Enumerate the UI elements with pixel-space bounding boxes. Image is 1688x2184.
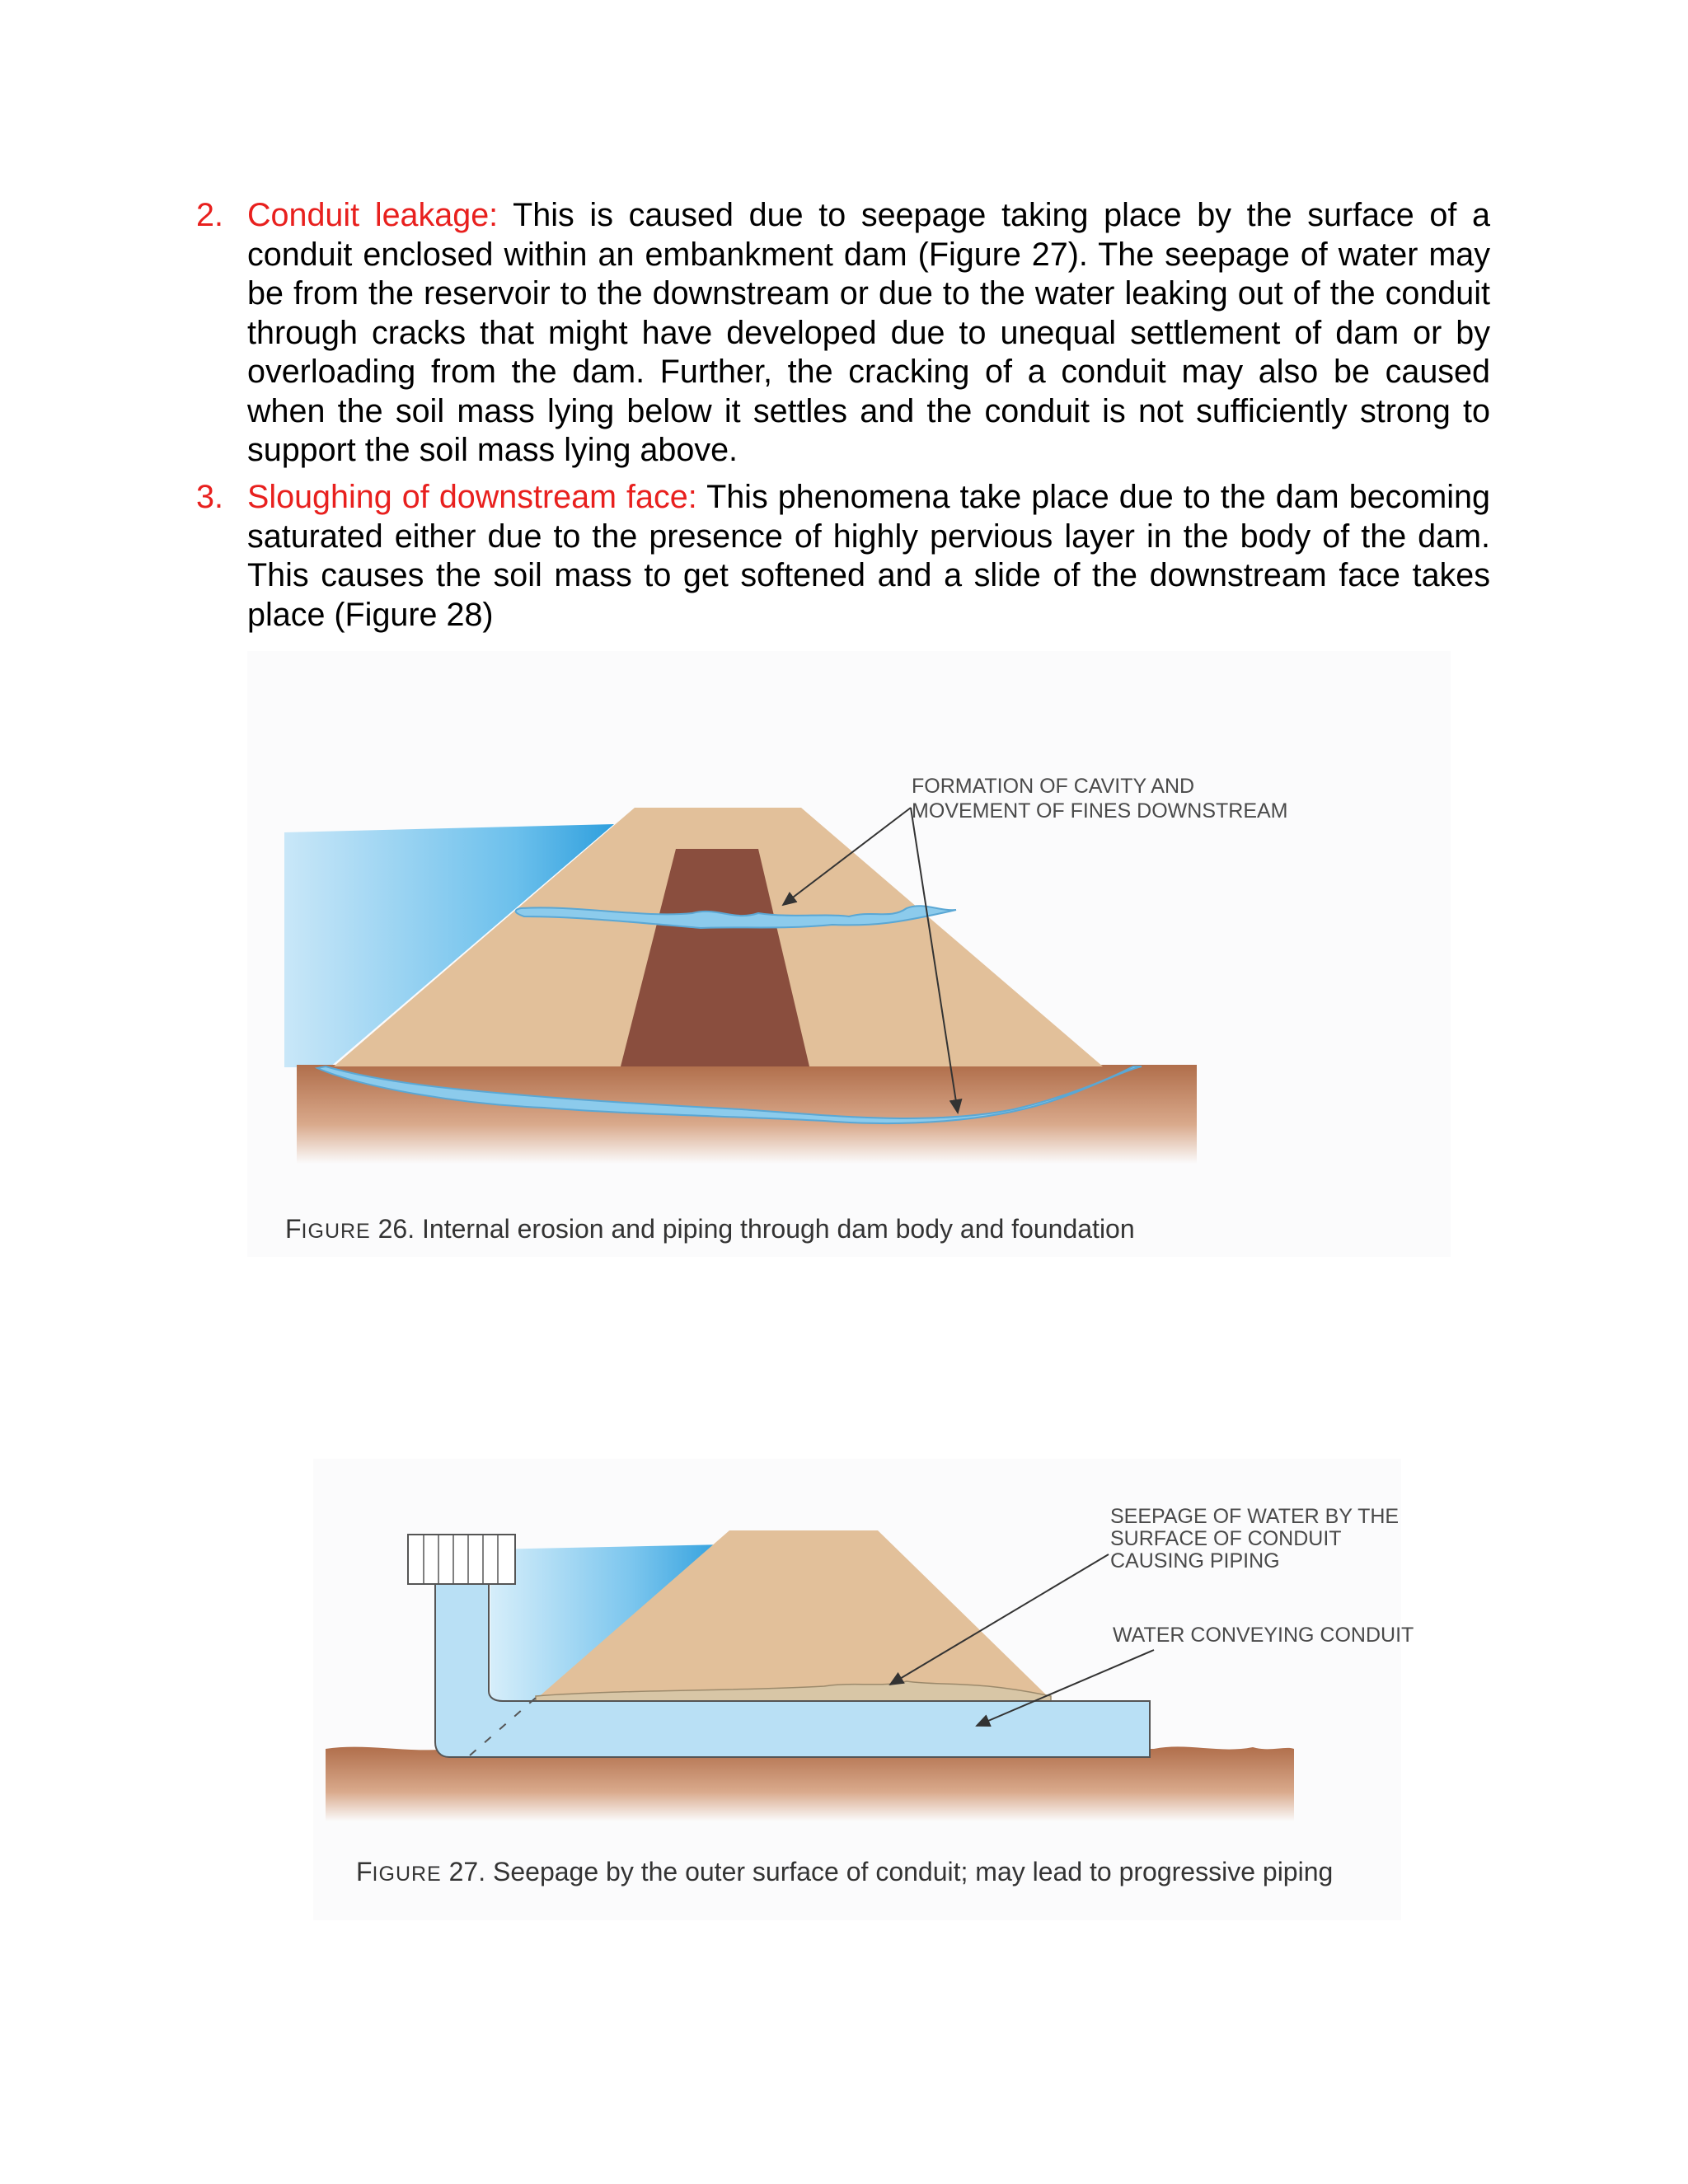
callout-label-seepage-2: SURFACE OF CONDUIT xyxy=(1110,1527,1342,1550)
callout-label-conduit: WATER CONVEYING CONDUIT xyxy=(1113,1624,1414,1647)
paragraph-text: This is caused due to seepage taking place by the surface of a conduit enclosed within an embankment dam (Figure 27). The seepage of water may be from the reservoir to the downstream or due to the water leaking out of the conduit through cracks that might have developed due to unequal settlement of dam or by overloading from the dam. Further, the cracking of a conduit may also be caused when the soil mass lying below it settles and the conduit is not sufficiently strong to support the soil mass lying above. xyxy=(247,197,1490,468)
foundation-ground xyxy=(326,1746,1294,1821)
paragraph-text: This phenomena take place due to the dam becoming saturated either due to the presence of highly pervious layer in the body of the dam. This causes the soil mass to get softened and a slide of the downstream face takes place (Figure 28) xyxy=(247,479,1490,633)
term-sloughing: Sloughing of downstream face: xyxy=(247,479,697,515)
list-number: 3. xyxy=(196,479,223,515)
callout-label-seepage-3: CAUSING PIPING xyxy=(1110,1549,1280,1572)
term-conduit-leakage: Conduit leakage: xyxy=(247,197,499,233)
list-number: 2. xyxy=(196,197,223,233)
callout-label-seepage-1: SEEPAGE OF WATER BY THE xyxy=(1110,1505,1400,1528)
callout-label-fines: MOVEMENT OF FINES DOWNSTREAM xyxy=(912,799,1288,823)
figure-26-caption: FIGURE 26. Internal erosion and piping through dam body and foundation xyxy=(285,1214,1135,1244)
callout-label-cavity: FORMATION OF CAVITY AND xyxy=(912,775,1195,798)
figure-27-caption: FIGURE 27. Seepage by the outer surface of conduit; may lead to progressive piping xyxy=(356,1857,1334,1886)
